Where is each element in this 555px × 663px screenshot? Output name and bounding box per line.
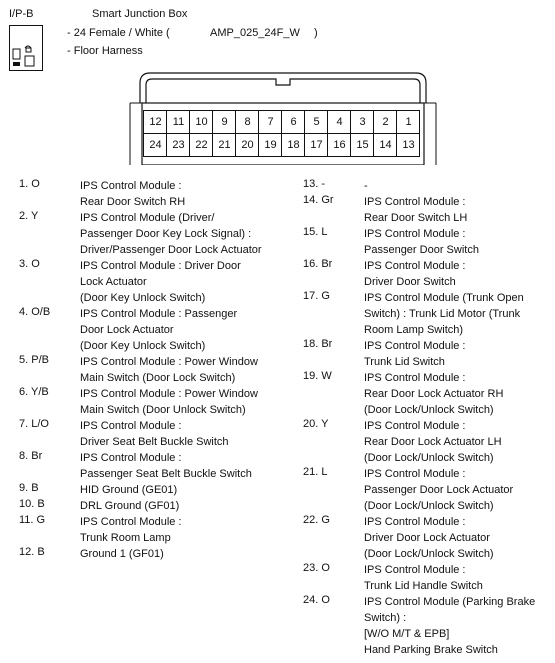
pin-description-line: Driver Door Switch <box>364 276 456 288</box>
pin-number: 19. W <box>303 370 332 382</box>
pin-number: 9. B <box>19 482 39 494</box>
pin-description-line: Driver Seat Belt Buckle Switch <box>80 436 229 448</box>
pin-cell-19: 19 <box>264 139 277 151</box>
pin-cell-5: 5 <box>313 116 320 128</box>
connector-title: Smart Junction Box <box>92 8 188 20</box>
pin-description-line: IPS Control Module : <box>364 260 466 272</box>
pin-description-line: Lock Actuator <box>80 276 147 288</box>
pin-number: 8. Br <box>19 450 43 462</box>
pin-number: 16. Br <box>303 258 333 270</box>
pin-number: 2. Y <box>19 210 39 222</box>
pin-description-line: IPS Control Module : <box>80 516 182 528</box>
pin-number: 14. Gr <box>303 194 334 206</box>
pin-description-line: IPS Control Module : Driver Door <box>80 260 241 272</box>
pin-number: 13. - <box>303 178 326 190</box>
pin-description-line: Rear Door Switch RH <box>80 196 186 208</box>
pin-number: 4. O/B <box>19 306 51 318</box>
pin-number: 5. P/B <box>19 354 49 366</box>
pin-cell-17: 17 <box>310 139 323 151</box>
pin-description-line: Passenger Seat Belt Buckle Switch <box>80 468 252 480</box>
pin-description-line: IPS Control Module : <box>80 420 182 432</box>
pin-description-line: (Door Lock/Unlock Switch) <box>364 548 494 560</box>
pin-cell-12: 12 <box>149 116 162 128</box>
pin-description <box>364 418 502 466</box>
pin-cell-2: 2 <box>382 116 389 128</box>
pin-description <box>80 418 229 450</box>
pin-cell-13: 13 <box>402 139 415 151</box>
pin-number: 18. Br <box>303 338 333 350</box>
pin-description-line: Ground 1 (GF01) <box>80 548 164 560</box>
pin-description <box>364 338 466 370</box>
connector-spec-line <box>67 27 367 41</box>
pin-description <box>80 546 164 562</box>
pin-description <box>80 210 262 258</box>
pin-description-line: IPS Control Module : <box>364 420 466 432</box>
pin-description-line: Switch) : <box>364 612 407 624</box>
pin-number: 12. B <box>19 546 45 558</box>
pin-number: 20. Y <box>303 418 329 430</box>
pin-number: 17. G <box>303 290 330 302</box>
pin-description-line: IPS Control Module : <box>364 196 466 208</box>
pin-description-line: IPS Control Module : <box>364 340 466 352</box>
pin-description-line: (Door Key Unlock Switch) <box>80 292 206 304</box>
pin-description-line: Trunk Lid Switch <box>364 356 445 368</box>
pin-description-line: Door Lock Actuator <box>80 324 174 336</box>
pin-description-line: Rear Door Lock Actuator LH <box>364 436 502 448</box>
pin-description <box>80 258 241 306</box>
pin-description-line: Main Switch (Door Unlock Switch) <box>80 404 246 416</box>
pin-number: 11. G <box>19 514 46 526</box>
pin-description <box>364 466 513 514</box>
pin-number: 6. Y/B <box>19 386 49 398</box>
pin-description-line: [W/O M/T & EPB] <box>364 628 450 640</box>
pin-cell-24: 24 <box>149 139 162 151</box>
pin-number: 24. O <box>303 594 330 606</box>
pin-description-line: IPS Control Module : Power Window <box>80 356 258 368</box>
pin-cell-1: 1 <box>405 116 412 128</box>
pin-description-line: Trunk Lid Handle Switch <box>364 580 483 592</box>
pin-description-line: (Door Lock/Unlock Switch) <box>364 404 494 416</box>
pin-description <box>80 386 258 418</box>
pin-description-line: IPS Control Module (Trunk Open <box>364 292 524 304</box>
pin-cell-22: 22 <box>195 139 208 151</box>
pin-description <box>364 594 535 658</box>
pin-number: 22. G <box>303 514 330 526</box>
pin-description-line: IPS Control Module : <box>364 468 466 480</box>
pin-description-line: HID Ground (GE01) <box>80 484 178 496</box>
pin-cell-14: 14 <box>379 139 392 151</box>
pin-description <box>364 226 479 258</box>
pin-number: 3. O <box>19 258 40 270</box>
pin-cell-23: 23 <box>172 139 185 151</box>
pin-cell-18: 18 <box>287 139 300 151</box>
pin-number: 10. B <box>19 498 45 510</box>
pin-description-line: - <box>364 180 368 192</box>
pin-cell-10: 10 <box>195 116 208 128</box>
pin-description-line: Room Lamp Switch) <box>364 324 464 336</box>
pin-number: 7. L/O <box>19 418 49 430</box>
pin-description-line: Passenger Door Key Lock Signal) : <box>80 228 252 240</box>
pin-cell-15: 15 <box>356 139 369 151</box>
connector-icon <box>9 25 43 71</box>
pin-description-line: Hand Parking Brake Switch <box>364 644 498 656</box>
pin-description <box>80 178 185 210</box>
pin-description-line: Driver Door Lock Actuator <box>364 532 490 544</box>
connector-location: - Floor Harness <box>67 45 143 57</box>
pin-cell-9: 9 <box>221 116 228 128</box>
pin-number: 23. O <box>303 562 330 574</box>
pin-cell-7: 7 <box>267 116 274 128</box>
pin-description-line: Main Switch (Door Lock Switch) <box>80 372 236 384</box>
pin-description-line: (Door Key Unlock Switch) <box>80 340 206 352</box>
pin-description-line: IPS Control Module : <box>364 228 466 240</box>
pin-description <box>80 354 258 386</box>
pin-description-line: IPS Control Module (Parking Brake <box>364 596 536 608</box>
pin-number: 15. L <box>303 226 328 238</box>
pin-description-line: IPS Control Module (Driver/ <box>80 212 215 224</box>
connector-pin-grid <box>143 110 433 158</box>
pin-description <box>80 482 177 498</box>
pin-description-line: Rear Door Lock Actuator RH <box>364 388 504 400</box>
pin-description <box>364 178 368 194</box>
pin-cell-11: 11 <box>172 116 185 128</box>
pin-description <box>364 562 483 594</box>
pin-description-line: Rear Door Switch LH <box>364 212 468 224</box>
pin-description-line: IPS Control Module : <box>364 372 466 384</box>
pin-cell-16: 16 <box>333 139 346 151</box>
pin-number: 1. O <box>19 178 40 190</box>
pin-description <box>80 306 237 354</box>
pin-description-line: Switch) : Trunk Lid Motor (Trunk <box>364 308 521 320</box>
pin-cell-8: 8 <box>244 116 251 128</box>
pin-description-line: Passenger Door Lock Actuator <box>364 484 514 496</box>
pin-description-line: IPS Control Module : Passenger <box>80 308 238 320</box>
pin-description-line: Passenger Door Switch <box>364 244 479 256</box>
pin-description <box>80 514 182 546</box>
pin-description-line: Trunk Room Lamp <box>80 532 171 544</box>
pin-description-line: IPS Control Module : <box>364 564 466 576</box>
spec-prefix: - 24 Female / White ( <box>67 27 170 39</box>
pin-cell-3: 3 <box>359 116 366 128</box>
connector-code: I/P-B <box>9 8 34 20</box>
pin-description-line: IPS Control Module : <box>80 452 182 464</box>
pin-description-line: (Door Lock/Unlock Switch) <box>364 452 494 464</box>
pin-cell-21: 21 <box>218 139 231 151</box>
pin-description <box>364 290 524 338</box>
pin-description-line: IPS Control Module : <box>80 180 182 192</box>
pin-description-line: IPS Control Module : Power Window <box>80 388 258 400</box>
pin-description <box>364 194 467 226</box>
spec-part-number: AMP_025_24F_W <box>210 27 300 39</box>
pin-description <box>364 370 503 418</box>
pin-description-line: Driver/Passenger Door Lock Actuator <box>80 244 262 256</box>
pin-description-line: DRL Ground (GF01) <box>80 500 180 512</box>
pin-description-line: IPS Control Module : <box>364 516 466 528</box>
pin-cell-20: 20 <box>241 139 254 151</box>
pin-description <box>80 450 252 482</box>
pin-cell-6: 6 <box>290 116 297 128</box>
pin-number: 21. L <box>303 466 328 478</box>
spec-suffix: ) <box>314 27 318 39</box>
pin-description <box>364 258 466 290</box>
pin-description-line: (Door Lock/Unlock Switch) <box>364 500 494 512</box>
pin-cell-4: 4 <box>336 116 343 128</box>
pin-description <box>80 498 179 514</box>
pin-description <box>364 514 494 562</box>
